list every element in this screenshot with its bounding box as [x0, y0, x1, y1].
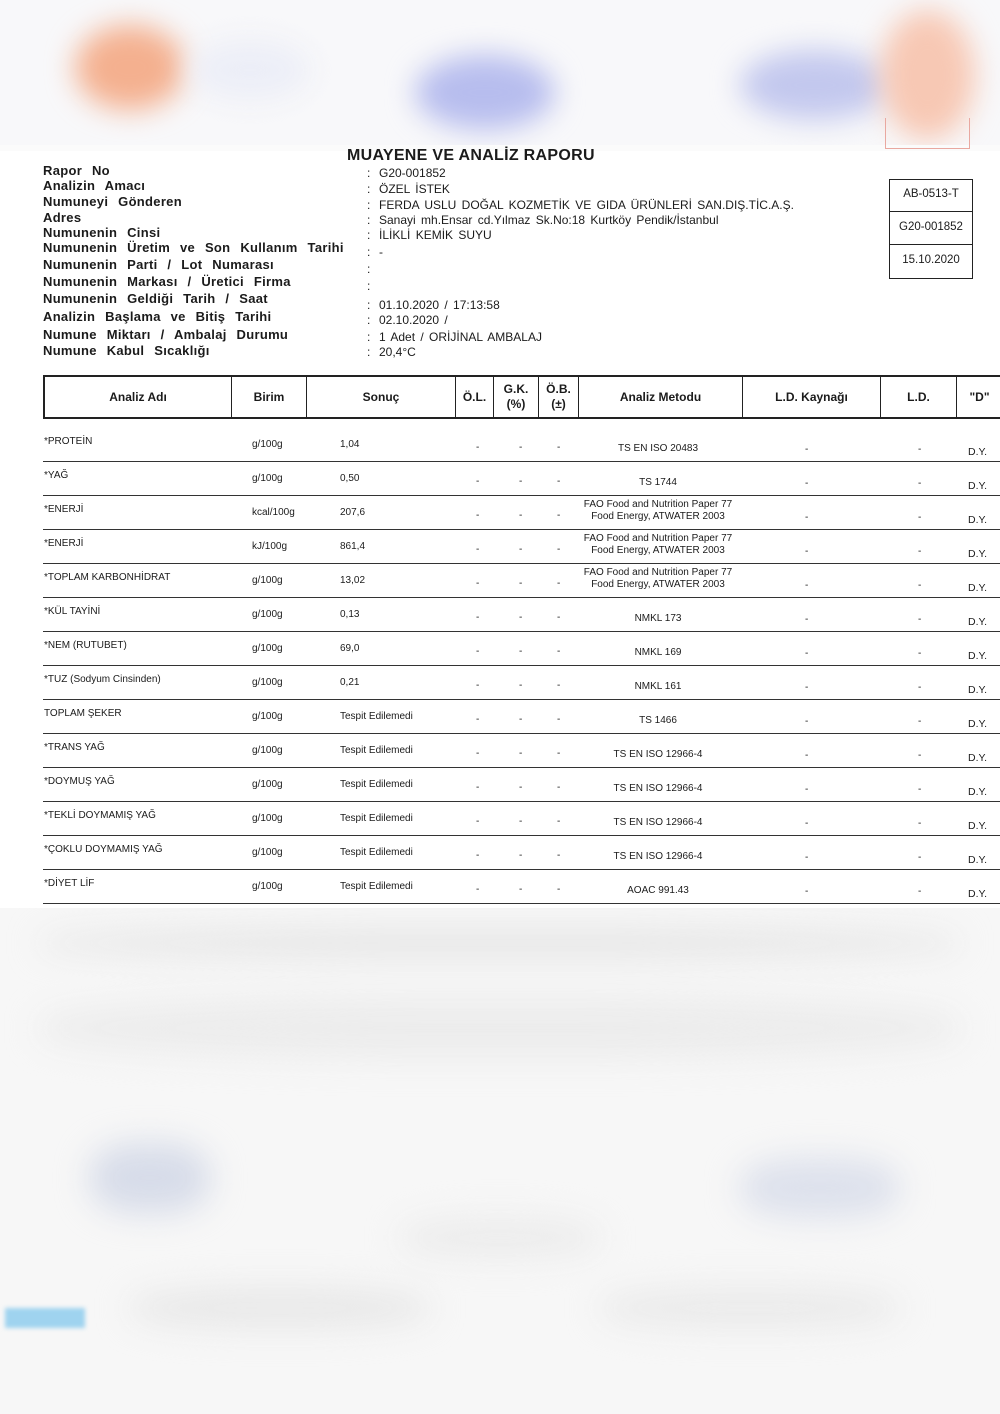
cell-d: D.Y. [968, 854, 988, 866]
cell-ob: - [557, 884, 561, 895]
cell-ld-source: - [805, 444, 809, 455]
cell-result: 69,0 [340, 643, 360, 654]
cell-method: TS EN ISO 12966-4 [613, 851, 703, 862]
cell-unit: g/100g [252, 745, 283, 756]
row-divider [43, 529, 1000, 530]
row-divider [43, 733, 1000, 734]
cell-ld-source: - [805, 716, 809, 727]
cell-unit: g/100g [252, 881, 283, 892]
cell-ob: - [557, 476, 561, 487]
cell-ld-source: - [805, 886, 809, 897]
reference-box [889, 179, 973, 279]
cell-method: Food Energy, ATWATER 2003 [591, 511, 725, 522]
cell-unit: g/100g [252, 643, 283, 654]
info-value: 01.10.2020 / 17:13:58 [379, 298, 500, 312]
cell-method: NMKL 161 [634, 681, 682, 692]
info-colon: : [367, 228, 371, 242]
header-blur-a [190, 40, 310, 100]
col-gk-header: G.K. (%) [494, 377, 539, 417]
info-value: FERDA USLU DOĞAL KOZMETİK VE GIDA ÜRÜNLERİ SAN.DIŞ.TİC.A.Ş. [379, 198, 794, 212]
cell-gk: - [519, 442, 523, 453]
info-value: - [379, 245, 383, 259]
cell-ol: - [476, 544, 480, 555]
info-colon: : [367, 198, 371, 212]
info-label: Numuneyi Gönderen [43, 194, 182, 209]
cell-ob: - [557, 680, 561, 691]
info-label: Numune Miktarı / Ambalaj Durumu [43, 327, 289, 342]
cell-gk: - [519, 476, 523, 487]
info-colon: : [367, 166, 371, 180]
cell-unit: g/100g [252, 439, 283, 450]
logo-right-blurred [740, 50, 890, 120]
cell-analysis-name: *TUZ (Sodyum Cinsinden) [44, 674, 161, 685]
cell-unit: g/100g [252, 711, 283, 722]
cell-unit: g/100g [252, 779, 283, 790]
info-label: Rapor No [43, 163, 110, 178]
signature-blurred [90, 1143, 210, 1213]
cell-unit: kJ/100g [252, 541, 288, 552]
cell-ol: - [476, 714, 480, 725]
row-divider [43, 631, 1000, 632]
cell-gk: - [519, 850, 523, 861]
cell-ol: - [476, 680, 480, 691]
col-method-header: Analiz Metodu [579, 377, 743, 417]
row-divider [43, 563, 1000, 564]
col-d-header: "D" [969, 389, 990, 404]
cell-gk: - [519, 884, 523, 895]
cell-d: D.Y. [968, 752, 988, 764]
cell-ld: - [918, 546, 922, 557]
ref-code: AB-0513-T [903, 188, 959, 200]
cell-d: D.Y. [968, 718, 988, 730]
cell-method: Food Energy, ATWATER 2003 [591, 579, 725, 590]
logo-left-blurred [75, 25, 185, 110]
cell-result: Tespit Edilemedi [340, 847, 413, 858]
cell-ld-source: - [805, 512, 809, 523]
cell-method: TS EN ISO 12966-4 [613, 817, 703, 828]
info-colon: : [367, 330, 371, 344]
cell-analysis-name: *TEKLİ DOYMAMIŞ YAĞ [44, 810, 156, 821]
info-label: Analizin Başlama ve Bitiş Tarihi [43, 309, 272, 324]
cell-gk: - [519, 680, 523, 691]
blur-block [40, 928, 960, 958]
cell-d: D.Y. [968, 446, 988, 458]
cell-method: NMKL 169 [634, 647, 682, 658]
cell-ld-source: - [805, 818, 809, 829]
cell-ld: - [918, 682, 922, 693]
cell-ol: - [476, 748, 480, 759]
cell-result: Tespit Edilemedi [340, 813, 413, 824]
cell-analysis-name: *ENERJİ [44, 504, 84, 515]
info-value: İLİKLİ KEMİK SUYU [379, 228, 492, 242]
cell-gk: - [519, 544, 523, 555]
info-value: ÖZEL İSTEK [379, 182, 450, 196]
info-label: Numunenin Markası / Üretici Firma [43, 274, 291, 289]
cell-analysis-name: *DİYET LİF [44, 878, 95, 889]
cell-analysis-name: *YAĞ [44, 470, 69, 481]
cell-gk: - [519, 714, 523, 725]
cell-ld-source: - [805, 852, 809, 863]
cell-result: 1,04 [340, 439, 360, 450]
cell-result: 13,02 [340, 575, 366, 586]
cell-result: 0,13 [340, 609, 360, 620]
cell-d: D.Y. [968, 514, 988, 526]
info-colon: : [367, 279, 371, 293]
cell-ld: - [918, 614, 922, 625]
col-ob-header: Ö.B. (±) [539, 377, 579, 417]
cell-ld: - [918, 512, 922, 523]
cell-analysis-name: *TRANS YAĞ [44, 742, 105, 753]
cell-method: TS EN ISO 20483 [617, 443, 699, 454]
cell-analysis-name: *ENERJİ [44, 538, 84, 549]
ref-report-no: G20-001852 [899, 221, 963, 233]
cell-ol: - [476, 510, 480, 521]
cell-ld-source: - [805, 750, 809, 761]
row-divider [43, 835, 1000, 836]
info-label: Analizin Amacı [43, 178, 146, 193]
cell-result: Tespit Edilemedi [340, 881, 413, 892]
cell-ld: - [918, 750, 922, 761]
cell-gk: - [519, 578, 523, 589]
cell-method: TS EN ISO 12966-4 [613, 749, 703, 760]
cell-method: TS EN ISO 12966-4 [613, 783, 703, 794]
cell-gk: - [519, 612, 523, 623]
footer-blurred [0, 908, 1000, 1414]
info-colon: : [367, 245, 371, 259]
cell-method: FAO Food and Nutrition Paper 77 [583, 567, 733, 578]
cell-analysis-name: TOPLAM ŞEKER [44, 708, 122, 719]
col-ld-header: L.D. [881, 377, 957, 417]
cell-analysis-name: *KÜL TAYİNİ [44, 606, 101, 617]
header-blurred [0, 0, 1000, 145]
info-label: Numunenin Geldiği Tarih / Saat [43, 291, 268, 306]
cell-method: NMKL 173 [634, 613, 682, 624]
blur-block [130, 1288, 430, 1328]
stamp-blurred [740, 1158, 900, 1218]
cell-result: 0,21 [340, 677, 360, 688]
col-ol-header: Ö.L. [456, 377, 494, 417]
table-header [43, 375, 1000, 419]
cell-ld: - [918, 852, 922, 863]
cell-ob: - [557, 510, 561, 521]
cell-method: AOAC 991.43 [627, 885, 689, 896]
cell-d: D.Y. [968, 548, 988, 560]
cell-ld: - [918, 716, 922, 727]
page-title: MUAYENE VE ANALİZ RAPORU [347, 147, 595, 164]
info-value: 20,4°C [379, 345, 416, 359]
cell-ld: - [918, 478, 922, 489]
cell-unit: g/100g [252, 609, 283, 620]
cell-ob: - [557, 578, 561, 589]
cell-d: D.Y. [968, 786, 988, 798]
cell-result: 0,50 [340, 473, 360, 484]
cell-ob: - [557, 646, 561, 657]
cell-ol: - [476, 816, 480, 827]
cell-ol: - [476, 442, 480, 453]
info-colon: : [367, 298, 371, 312]
col-name-header: Analiz Adı [45, 377, 232, 417]
info-label: Numunenin Parti / Lot Numarası [43, 257, 274, 272]
info-colon: : [367, 182, 371, 196]
cell-ld: - [918, 818, 922, 829]
cell-unit: g/100g [252, 575, 283, 586]
cell-result: Tespit Edilemedi [340, 745, 413, 756]
cell-analysis-name: *DOYMUŞ YAĞ [44, 776, 115, 787]
info-label: Numune Kabul Sıcaklığı [43, 343, 210, 358]
col-result-header: Sonuç [307, 377, 456, 417]
cell-ld: - [918, 444, 922, 455]
cell-ob: - [557, 442, 561, 453]
cell-d: D.Y. [968, 888, 988, 900]
info-value: Sanayi mh.Ensar cd.Yılmaz Sk.No:18 Kurtköy Pendik/İstanbul [379, 213, 719, 227]
cell-ld-source: - [805, 648, 809, 659]
cell-ol: - [476, 646, 480, 657]
cell-analysis-name: *ÇOKLU DOYMAMIŞ YAĞ [44, 844, 163, 855]
cell-ol: - [476, 578, 480, 589]
cell-ld-source: - [805, 682, 809, 693]
cell-unit: g/100g [252, 473, 283, 484]
cell-unit: kcal/100g [252, 507, 295, 518]
info-label: Numunenin Cinsi [43, 225, 161, 240]
cell-ob: - [557, 748, 561, 759]
cell-unit: g/100g [252, 813, 283, 824]
cell-gk: - [519, 748, 523, 759]
cell-ob: - [557, 612, 561, 623]
ref-divider [890, 211, 972, 212]
info-label: Numunenin Üretim ve Son Kullanım Tarihi [43, 240, 344, 255]
cell-ld: - [918, 886, 922, 897]
info-colon: : [367, 213, 371, 227]
blurred-marker [5, 1308, 85, 1328]
cell-ld: - [918, 648, 922, 659]
cell-gk: - [519, 782, 523, 793]
info-value: G20-001852 [379, 166, 446, 180]
blur-block [600, 1288, 900, 1328]
row-divider [43, 495, 1000, 496]
cell-ob: - [557, 714, 561, 725]
cell-ol: - [476, 782, 480, 793]
row-divider [43, 869, 1000, 870]
cell-d: D.Y. [968, 616, 988, 628]
row-divider [43, 699, 1000, 700]
col-ld-source-header: L.D. Kaynağı [743, 377, 881, 417]
cell-ld: - [918, 580, 922, 591]
cell-d: D.Y. [968, 820, 988, 832]
cell-analysis-name: *PROTEİN [44, 436, 93, 447]
cell-ob: - [557, 544, 561, 555]
cell-method: TS 1466 [639, 715, 677, 726]
cell-ol: - [476, 884, 480, 895]
cell-ol: - [476, 612, 480, 623]
cell-d: D.Y. [968, 582, 988, 594]
row-divider [43, 597, 1000, 598]
row-divider [43, 665, 1000, 666]
info-colon: : [367, 313, 371, 327]
cell-method: TS 1744 [639, 477, 677, 488]
info-colon: : [367, 262, 371, 276]
cell-ld-source: - [805, 614, 809, 625]
cell-method: FAO Food and Nutrition Paper 77 [583, 499, 733, 510]
cell-ob: - [557, 850, 561, 861]
col-unit-header: Birim [232, 377, 307, 417]
cell-ol: - [476, 850, 480, 861]
cell-result: Tespit Edilemedi [340, 779, 413, 790]
cell-unit: g/100g [252, 847, 283, 858]
cell-result: 207,6 [340, 507, 366, 518]
cell-method: FAO Food and Nutrition Paper 77 [583, 533, 733, 544]
cell-ob: - [557, 782, 561, 793]
cell-ol: - [476, 476, 480, 487]
cell-ld-source: - [805, 546, 809, 557]
blur-block [400, 1218, 600, 1258]
info-value: 1 Adet / ORİJİNAL AMBALAJ [379, 330, 542, 344]
cell-analysis-name: *TOPLAM KARBONHİDRAT [44, 572, 171, 583]
row-divider [43, 903, 1000, 904]
cell-gk: - [519, 510, 523, 521]
info-label: Adres [43, 210, 82, 225]
cell-ld-source: - [805, 784, 809, 795]
row-divider [43, 461, 1000, 462]
cell-ld-source: - [805, 580, 809, 591]
cell-ld-source: - [805, 478, 809, 489]
info-value: 02.10.2020 / [379, 313, 448, 327]
cell-d: D.Y. [968, 650, 988, 662]
logo-center-blurred [415, 55, 555, 130]
cell-result: 861,4 [340, 541, 366, 552]
cell-d: D.Y. [968, 480, 988, 492]
ref-date: 15.10.2020 [902, 254, 960, 266]
ref-divider [890, 244, 972, 245]
cell-gk: - [519, 646, 523, 657]
info-colon: : [367, 345, 371, 359]
row-divider [43, 801, 1000, 802]
cell-d: D.Y. [968, 684, 988, 696]
cell-analysis-name: *NEM (RUTUBET) [44, 640, 127, 651]
cell-result: Tespit Edilemedi [340, 711, 413, 722]
row-divider [43, 767, 1000, 768]
cell-unit: g/100g [252, 677, 283, 688]
blur-block [40, 998, 960, 1058]
cell-ld: - [918, 784, 922, 795]
stamp-frame [885, 118, 970, 149]
cell-ob: - [557, 816, 561, 827]
cell-gk: - [519, 816, 523, 827]
cell-method: Food Energy, ATWATER 2003 [591, 545, 725, 556]
